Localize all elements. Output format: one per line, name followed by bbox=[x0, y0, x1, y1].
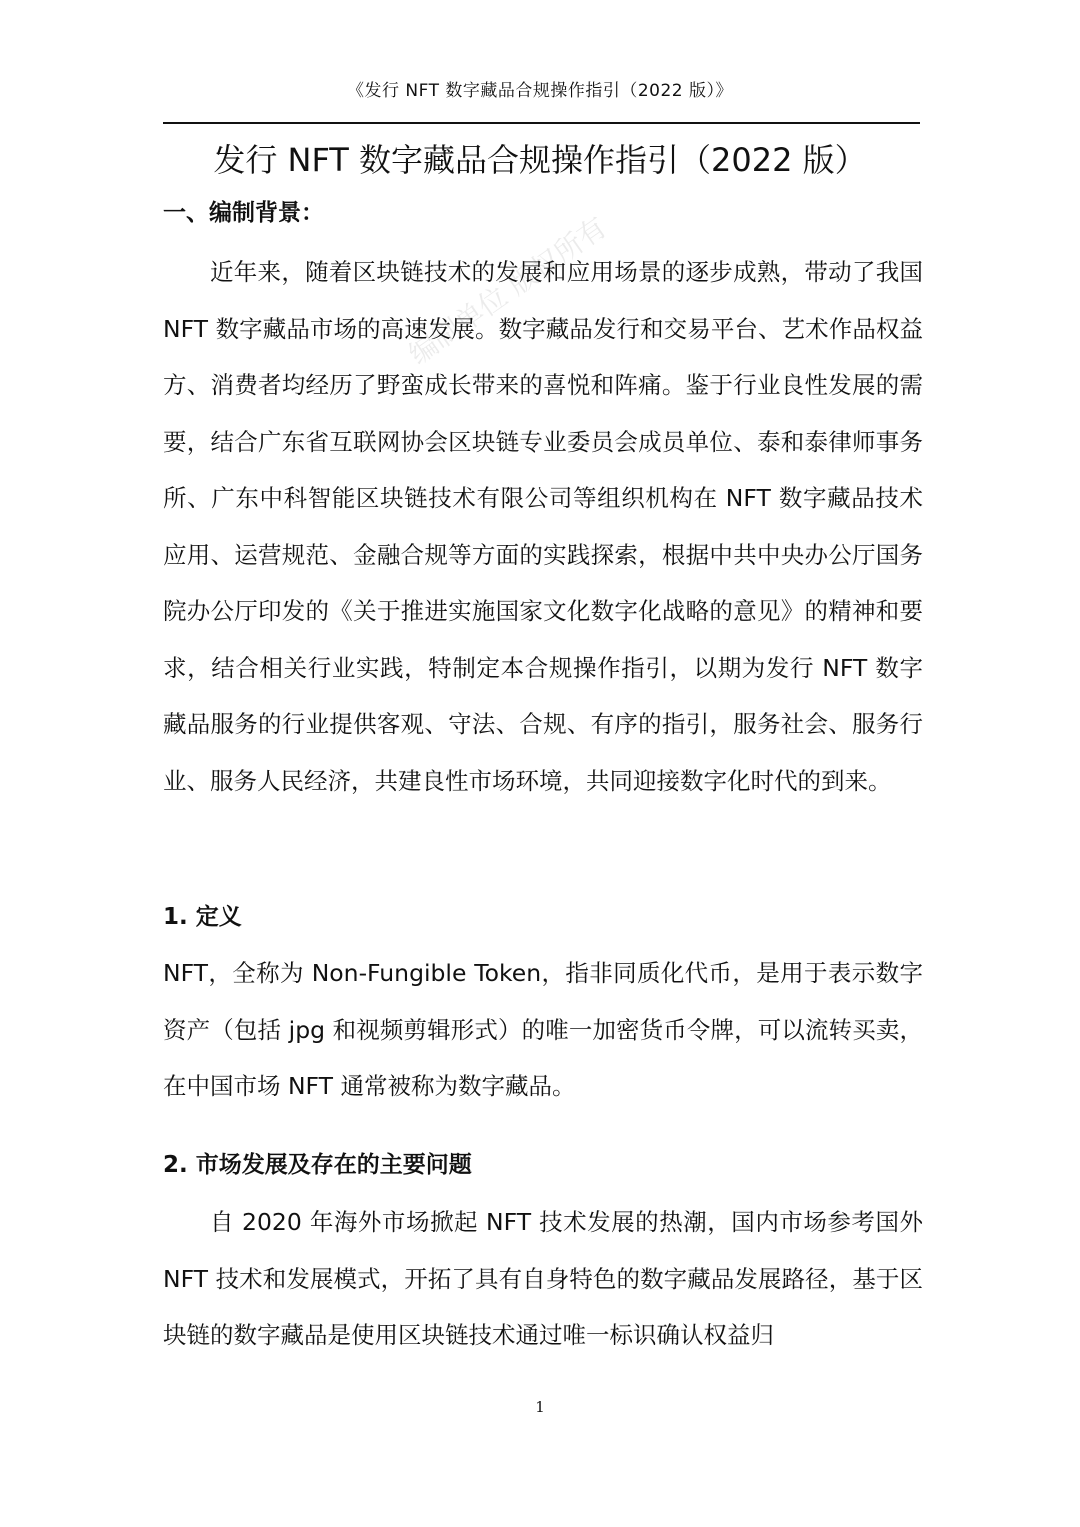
section-heading-background: 一、编制背景： bbox=[163, 200, 324, 226]
section-heading-definition: 1. 定义 bbox=[163, 904, 242, 930]
section-heading-market: 2. 市场发展及存在的主要问题 bbox=[163, 1152, 472, 1178]
document-title: 发行 NFT 数字藏品合规操作指引（2022 版） bbox=[213, 141, 867, 179]
paragraph-market: 自 2020 年海外市场掀起 NFT 技术发展的热潮，国内市场参考国外 NFT 技术和发展模式，开拓了具有自身特色的数字藏品发展路径，基于区块链的数字藏品是使用区块链技术通过唯一标识确认权益归 bbox=[163, 1208, 923, 1349]
running-header: 《发行 NFT 数字藏品合规操作指引（2022 版）》 bbox=[346, 81, 734, 101]
paragraph-definition: NFT，全称为 Non-Fungible Token，指非同质化代币，是用于表示数字资产（包括 jpg 和视频剪辑形式）的唯一加密货币令牌，可以流转买卖，在中国市场 NFT 通常被称为数字藏品。 bbox=[163, 959, 923, 1100]
watermark: 编制单位 版权所有 bbox=[402, 210, 613, 372]
page-number: 1 bbox=[535, 1398, 545, 1416]
header-divider bbox=[163, 122, 920, 124]
paragraph-background: 近年来，随着区块链技术的发展和应用场景的逐步成熟，带动了我国 NFT 数字藏品市场的高速发展。数字藏品发行和交易平台、艺术作品权益方、消费者均经历了野蛮成长带来的喜悦和阵痛。鉴于行业良性发展的需要，结合广东省互联网协会区块链专业委员会成员单位、泰和泰律师事务所、广东中科智能区块链技术有限公司等组织机构在 NFT 数字藏品技术应用、运营规范、金融合规等方面的实践探索，根据中共中央办公厅国务院办公厅印发的《关于推进实施国家文化数字化战略的意见》的精神和要求，结合相关行业实践，特制定本合规操作指引，以期为发行 NFT 数字藏品服务的行业提供客观、守法、合规、有序的指引，服务社会、服务行业、服务人民经济，共建良性市场环境，共同迎接数字化时代的到来。 bbox=[163, 258, 923, 795]
